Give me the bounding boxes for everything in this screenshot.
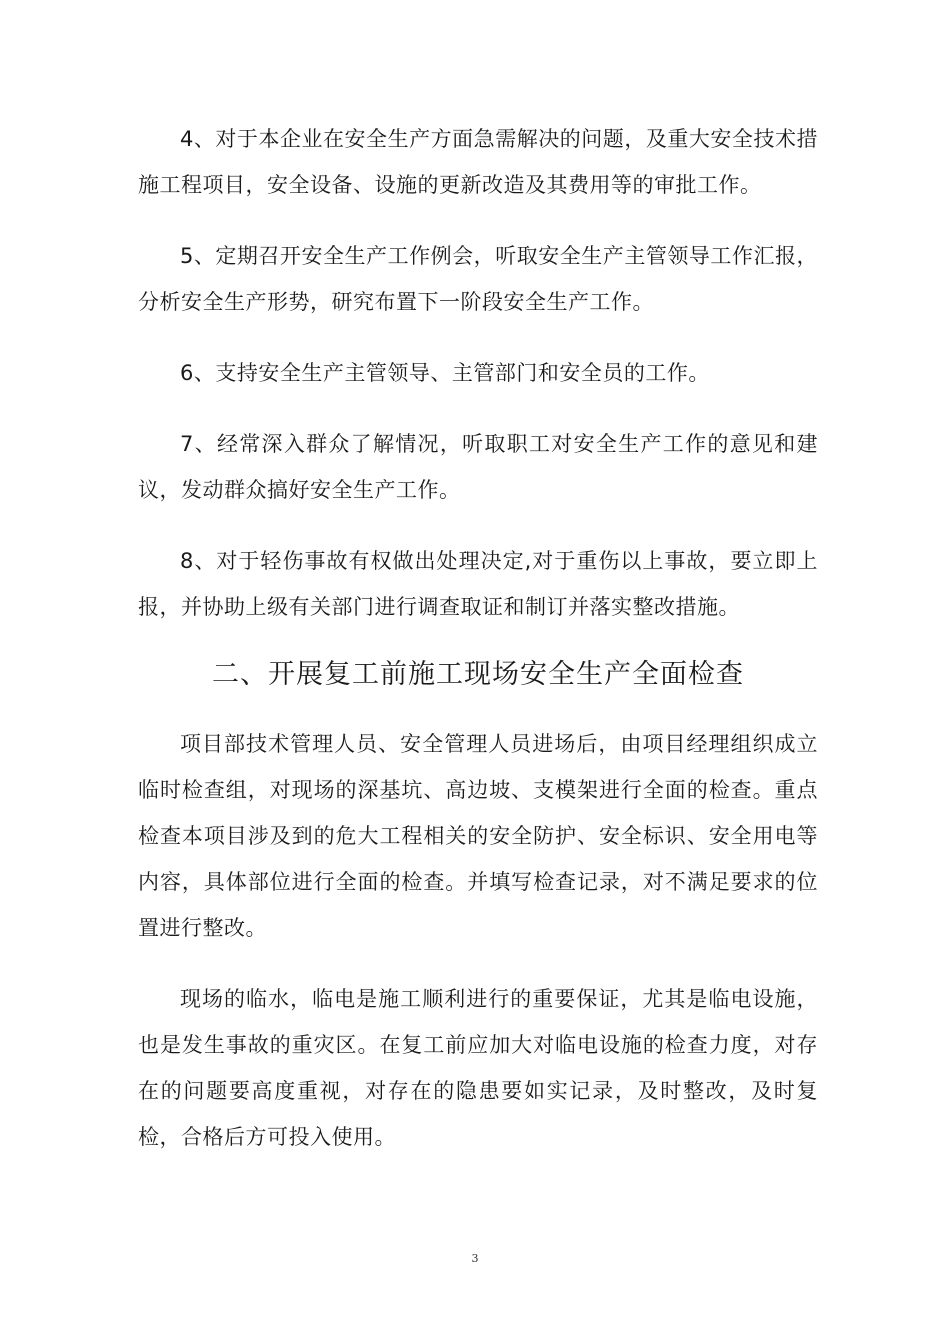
page-number: 3 bbox=[471, 1252, 479, 1265]
paragraph-item-6: 6、支持安全生产主管领导、主管部门和安全员的工作。 bbox=[180, 361, 710, 385]
paragraph-item-5: 5、定期召开安全生产工作例会，听取安全生产主管领导工作汇报，分析安全生产形势，研究布置下一阶段安全生产工作。 bbox=[138, 244, 818, 314]
paragraph-inspection-group: 项目部技术管理人员、安全管理人员进场后，由项目经理组织成立临时检查组，对现场的深基坑、高边坡、支模架进行全面的检查。重点检查本项目涉及到的危大工程相关的安全防护、安全标识、安全用电等内容，具体部位进行全面的检查。并填写检查记录，对不满足要求的位置进行整改。 bbox=[138, 732, 818, 940]
paragraph-item-8: 8、对于轻伤事故有权做出处理决定,对于重伤以上事故，要立即上报，并协助上级有关部门进行调查取证和制订并落实整改措施。 bbox=[138, 549, 818, 619]
section-heading: 二、开展复工前施工现场安全生产全面检查 bbox=[212, 659, 744, 690]
document-body bbox=[138, 116, 818, 1185]
paragraph-item-4: 4、对于本企业在安全生产方面急需解决的问题，及重大安全技术措施工程项目，安全设备、设施的更新改造及其费用等的审批工作。 bbox=[138, 127, 818, 197]
paragraph-item-7: 7、经常深入群众了解情况，听取职工对安全生产工作的意见和建议，发动群众搞好安全生产工作。 bbox=[138, 432, 818, 502]
paragraph-temporary-power: 现场的临水，临电是施工顺利进行的重要保证，尤其是临电设施，也是发生事故的重灾区。在复工前应加大对临电设施的检查力度，对存在的问题要高度重视，对存在的隐患要如实记录，及时整改，及时复检，合格后方可投入使用。 bbox=[138, 987, 818, 1149]
